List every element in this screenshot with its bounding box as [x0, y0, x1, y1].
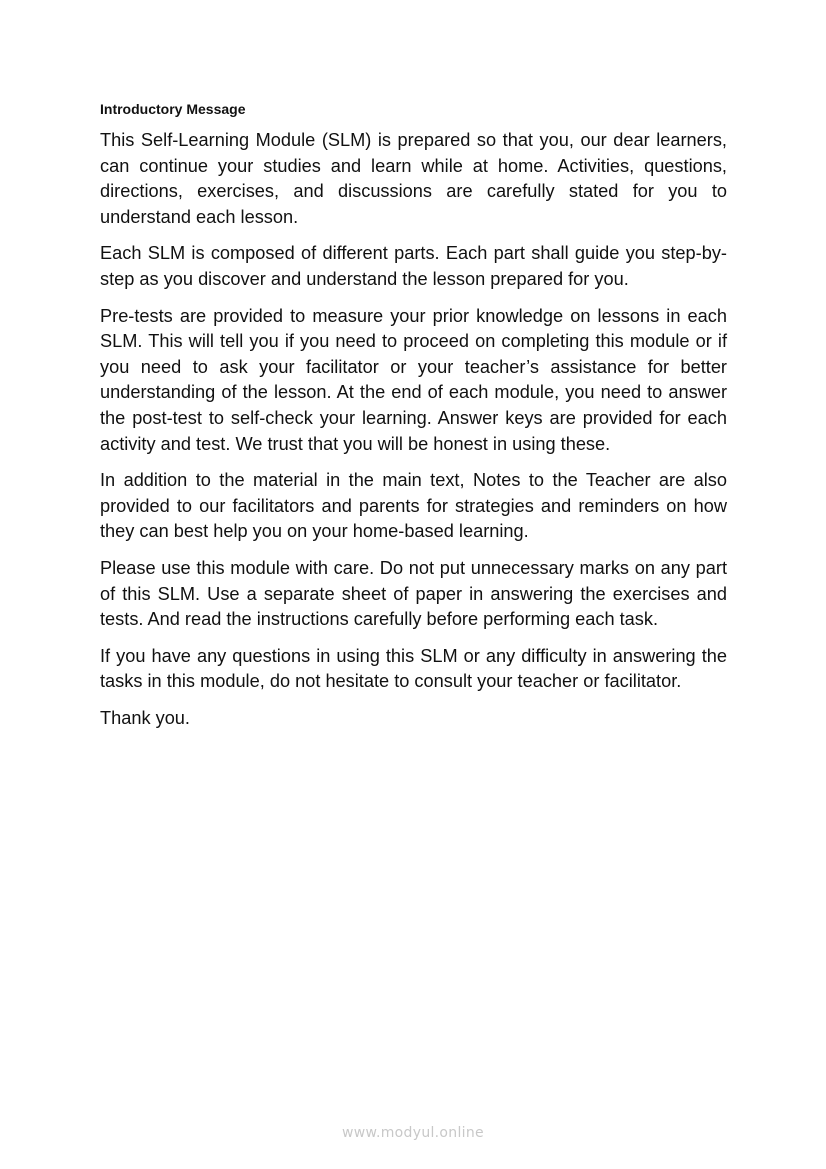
- paragraph-intro: This Self-Learning Module (SLM) is prepared so that you, our dear learners, can continue your studies and learn while at home. Activities, questions, directions, exercises, and discussions are carefully stated for you to understand each lesson.: [100, 130, 727, 227]
- watermark: www.modyul.online: [342, 1125, 484, 1141]
- paragraph-parts: Each SLM is composed of different parts. Each part shall guide you step-by-step as you discover and understand the lesson prepared for you.: [100, 243, 727, 289]
- paragraph-pretests: Pre-tests are provided to measure your prior knowledge on lessons in each SLM. This will tell you if you need to proceed on completing this module or if you need to ask your facilitator or your teacher’s assistance for better understanding of the lesson. At the end of each module, you need to answer the post-test to self-check your learning. Answer keys are provided for each activity and test. We trust that you will be honest in using these.: [100, 305, 727, 454]
- paragraph-notes-teacher: In addition to the material in the main text, Notes to the Teacher are also provided to our facilitators and parents for strategies and reminders on how they can best help you on your home-based learning.: [100, 470, 727, 542]
- paragraph-care: Please use this module with care. Do not put unnecessary marks on any part of this SLM. Use a separate sheet of paper in answering the exercises and tests. And read the instructions carefully before performing each task.: [100, 557, 727, 630]
- paragraph-thanks: Thank you.: [100, 707, 190, 728]
- section-heading: Introductory Message: [100, 101, 246, 117]
- paragraph-questions: If you have any questions in using this SLM or any difficulty in answering the tasks in this module, do not hesitate to consult your teacher or facilitator.: [100, 645, 727, 692]
- document-page: [100, 100, 727, 742]
